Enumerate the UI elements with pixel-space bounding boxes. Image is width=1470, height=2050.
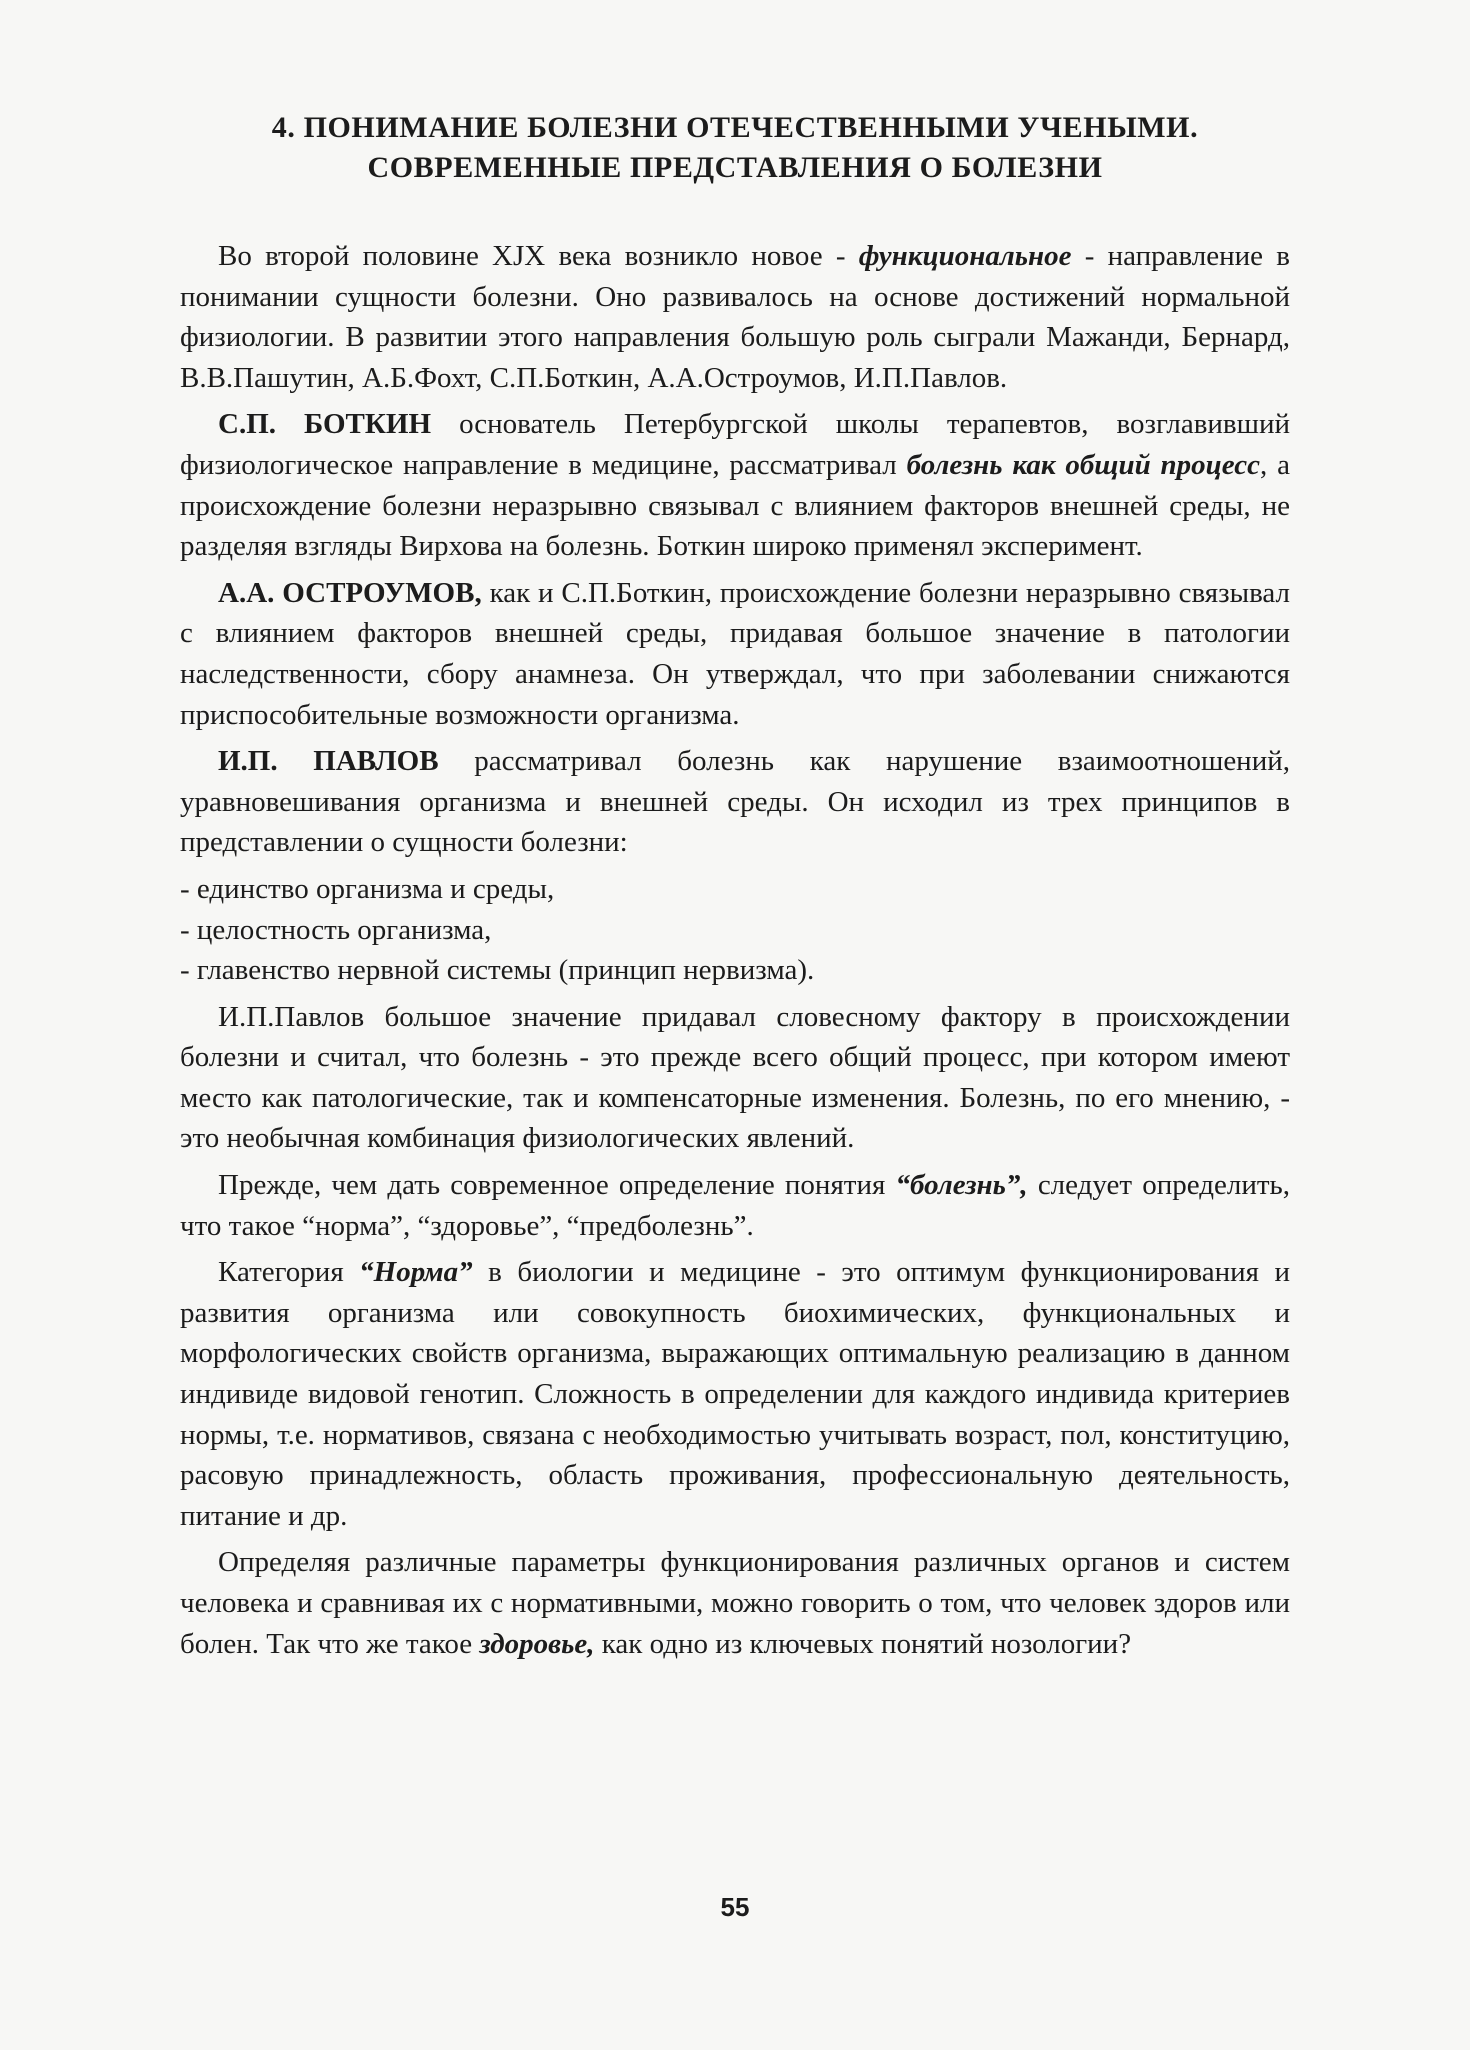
body-text — [180, 236, 1290, 1664]
section-heading — [180, 108, 1290, 188]
text: Категория — [218, 1256, 360, 1289]
paragraph-health — [180, 1542, 1290, 1664]
text: Прежде, чем дать современное определение понятия — [218, 1169, 896, 1202]
paragraph-botkin — [180, 404, 1290, 566]
text: основатель Петербургской школы терапевтов, возглавивший физиологическое направление в медицине, рассматривал — [180, 408, 1290, 481]
paragraph-functional-direction — [180, 236, 1290, 398]
emphasis-norm: “Норма” — [359, 1256, 473, 1289]
emphasis-general-process: болезнь как общий процесс — [906, 448, 1261, 481]
name-pavlov: И.П. ПАВЛОВ — [218, 745, 439, 778]
text: - направление в понимании сущности болезни. Оно развивалось на основе достижений нормальной физиологии. В развитии этого направления большую роль сыграли Мажанди, Бернард, В.В.Пашутин, А.Б.Фохт, С.П.Боткин, А.А.Остроумов, И.П.Павлов. — [180, 240, 1290, 394]
text: как одно из ключевых понятий нозологии? — [594, 1627, 1132, 1660]
paragraph-pavlov — [180, 741, 1290, 863]
principles-list — [180, 869, 1290, 991]
paragraph-norm — [180, 1252, 1290, 1536]
text: Определяя различные параметры функционирования различных органов и систем человека и сравнивая их с нормативными, можно говорить о том, что человек здоров или болен. Так что же такое — [180, 1546, 1290, 1660]
name-botkin: С.П. БОТКИН — [218, 408, 432, 441]
heading-line-1: 4. ПОНИМАНИЕ БОЛЕЗНИ ОТЕЧЕСТВЕННЫМИ УЧЕНЫМИ. — [271, 111, 1199, 144]
text: в биологии и медицине - это оптимум функционирования и развития организма или совокупность биохимических, функциональных и морфологических свойств организма, выражающих оптимальную реализацию в данном индивиде видовой генотип. Сложность в определении для каждого индивида критериев нормы, т.е. нормативов, связана с необходимостью учитывать возраст, пол, конституцию, расовую принадлежность, область проживания, профессиональную деятельность, питание и др. — [180, 1256, 1290, 1532]
list-item: - единство организма и среды, — [180, 872, 555, 905]
text: как и С.П.Боткин, происхождение болезни неразрывно связывал с влиянием факторов внешней среды, придавая большое значение в патологии наследственности, сбору анамнеза. Он утверждал, что при заболевании снижаются приспособительные возможности организма. — [180, 576, 1290, 731]
paragraph-pavlov-verbal-factor — [180, 997, 1290, 1159]
text: , а происхождение болезни неразрывно связывал с влиянием факторов внешней среды, не разделяя взгляды Вирхова на болезнь. Боткин широко применял эксперимент. — [180, 448, 1290, 563]
name-ostroumov: А.А. ОСТРОУМОВ, — [218, 576, 482, 609]
emphasis-functional: функциональное — [858, 240, 1072, 272]
page-number: 55 — [720, 1892, 750, 1922]
list-item: - главенство нервной системы (принцип нервизма). — [180, 954, 815, 987]
text: рассматривал болезнь как нарушение взаимоотношений, уравновешивания организма и внешней среды. Он исходил из трех принципов в представлении о сущности болезни: — [180, 745, 1290, 859]
heading-line-2: СОВРЕМЕННЫЕ ПРЕДСТАВЛЕНИЯ О БОЛЕЗНИ — [367, 151, 1103, 184]
emphasis-disease: “болезнь”, — [895, 1169, 1028, 1202]
text: И.П.Павлов большое значение придавал словесному фактору в происхождении болезни и считал, что болезнь - это прежде всего общий процесс, при котором имеют место как патологические, так и компенсаторные изменения. Болезнь, по его мнению, - это необычная комбинация физиологических явлений. — [180, 1000, 1290, 1155]
text: Во второй половине XJX века возникло новое - — [218, 240, 859, 272]
paragraph-definition-intro — [180, 1165, 1290, 1246]
list-item: - целостность организма, — [180, 913, 492, 946]
text: следует определить, что такое “норма”, “здоровье”, “предболезнь”. — [180, 1169, 1290, 1242]
emphasis-health: здоровье, — [479, 1627, 595, 1660]
paragraph-ostroumov — [180, 573, 1290, 735]
